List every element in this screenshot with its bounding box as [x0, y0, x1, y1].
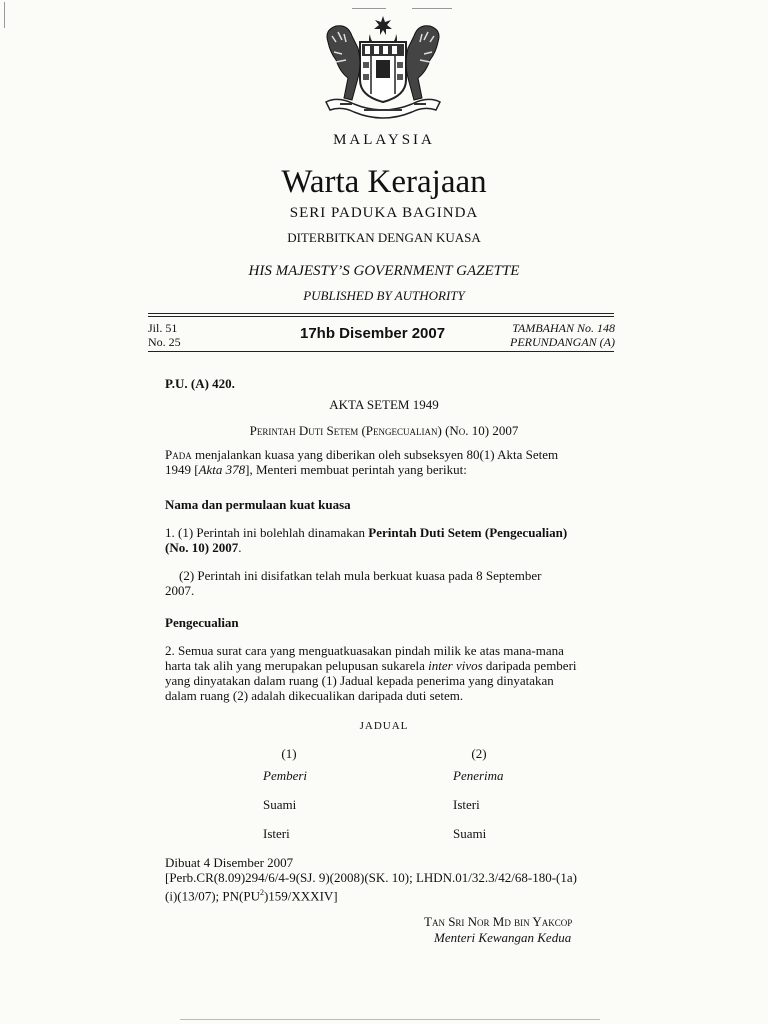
published-authority-malay: DITERBITKAN DENGAN KUASA [287, 230, 481, 245]
inter-vivos-term: inter vivos [428, 658, 483, 673]
header-rule-top [148, 313, 614, 314]
reference-line: (i)(13/07); PN(PU [165, 888, 260, 904]
preamble-text: menjalankan kuasa yang diberikan oleh subseksyen 80(1) Akta Setem [191, 447, 559, 462]
preamble-text: ], Menteri membuat perintah yang berikut: [245, 462, 467, 477]
order-name-bold: Perintah Duti Setem (Pengecualian) [368, 525, 568, 540]
header-rule-bottom [148, 351, 614, 352]
preamble-text: 1949 [ [165, 462, 199, 477]
schedule-col-2-row-2: Suami [453, 826, 487, 841]
issue-date: 17hb Disember 2007 [300, 325, 446, 342]
volume-info [148, 321, 181, 349]
gazette-title: Warta Kerajaan [281, 164, 487, 200]
schedule-col-1-row-2: Isteri [263, 826, 290, 841]
gazette-title-english: HIS MAJESTY’S GOVERNMENT GAZETTE [248, 263, 520, 279]
scan-bottom-mark [180, 1019, 600, 1020]
country-name: MALAYSIA [333, 132, 435, 148]
section-2 [165, 643, 620, 703]
act-reference: Akta 378 [198, 462, 246, 477]
schedule-col-1-number: (1) [281, 746, 297, 761]
preamble [165, 447, 615, 477]
scan-edge-mark [4, 2, 5, 28]
schedule-col-1-heading: Pemberi [263, 768, 308, 783]
paragraph-text: 2007. [165, 583, 195, 598]
schedule-col-2-heading: Penerima [453, 768, 504, 783]
paragraph-2 [165, 568, 615, 598]
paragraph-text: . [238, 540, 242, 555]
legislation-type: PERUNDANGAN (A) [510, 335, 615, 349]
paragraph-text: 1. (1) Perintah ini bolehlah dinamakan [165, 525, 369, 540]
issue-number: No. 25 [148, 335, 181, 349]
header-rule-top-2 [148, 316, 614, 317]
date-made: Dibuat 4 Disember 2007 [165, 855, 294, 870]
published-authority-english: PUBLISHED BY AUTHORITY [303, 288, 465, 303]
pu-number: P.U. (A) 420. [165, 376, 235, 391]
section-text: yang dinyatakan dalam ruang (1) Jadual kepada penerima yang dinyatakan [165, 673, 554, 688]
footer-block [165, 855, 625, 903]
section-heading-name: Nama dan permulaan kuat kuasa [165, 497, 351, 512]
volume-number: Jil. 51 [148, 321, 178, 335]
reference-line: )159/XXXIV] [263, 888, 338, 904]
order-title: Perintah Duti Setem (Pengecualian) (No. 10) 2007 [249, 423, 519, 438]
scan-top-mark [352, 8, 386, 9]
scan-top-mark [412, 8, 452, 9]
coat-of-arms-emblem [318, 12, 448, 120]
section-text: 2. Semua surat cara yang menguatkuasakan pindah milik ke atas mana-mana [165, 643, 564, 658]
seri-paduka-line: SERI PADUKA BAGINDA [289, 205, 479, 221]
supplement-info [460, 321, 615, 349]
reference-superscript: 2 [259, 888, 264, 897]
schedule-col-2-row-1: Isteri [453, 797, 480, 812]
section-text: harta tak alih yang merupakan pelupusan sukarela [165, 658, 429, 673]
order-number-bold: (No. 10) 2007 [165, 540, 239, 555]
section-heading-exemption: Pengecualian [165, 615, 239, 630]
section-text: daripada pemberi [482, 658, 577, 673]
section-text: dalam ruang (2) adalah dikecualikan daripada duti setem. [165, 688, 464, 703]
signatory-name: Tan Sri Nor Md bin Yakcop [424, 914, 573, 929]
preamble-lead: Pada [165, 447, 192, 462]
schedule-col-2-number: (2) [471, 746, 487, 761]
schedule-title: JADUAL [359, 720, 409, 732]
schedule-col-1-row-1: Suami [263, 797, 297, 812]
act-name: AKTA SETEM 1949 [329, 397, 439, 412]
supplement-number: TAMBAHAN No. 148 [512, 321, 615, 335]
paragraph-1 [165, 525, 615, 555]
reference-line: [Perb.CR(8.09)294/6/4-9(SJ. 9)(2008)(SK. 10); LHDN.01/32.3/42/68-180-(1a) [165, 870, 577, 885]
paragraph-text: (2) Perintah ini disifatkan telah mula berkuat kuasa pada 8 September [179, 568, 542, 583]
signatory-position: Menteri Kewangan Kedua [434, 930, 572, 945]
